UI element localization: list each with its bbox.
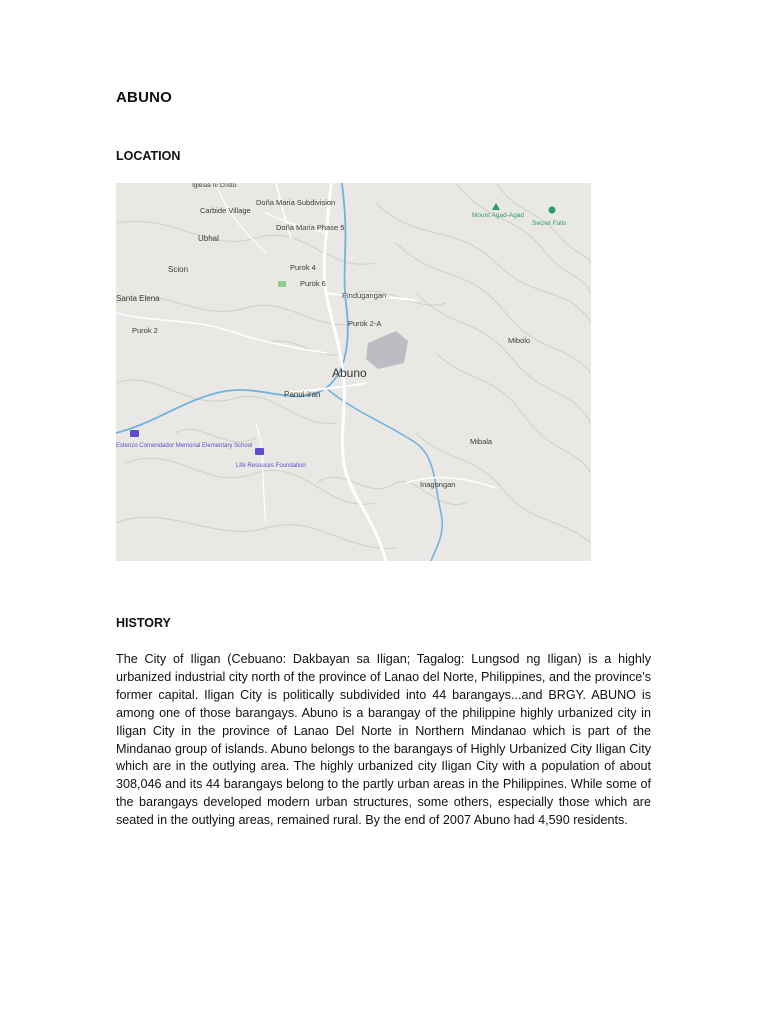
map-label-dona-maria-sub: Doña Maria Subdivision xyxy=(256,198,336,207)
map-label-mount-agad: Mount Agad-Agad xyxy=(472,212,525,219)
map-label-panui-iran: Panui-iran xyxy=(284,390,321,399)
map-label-ubhal: Ubhal xyxy=(198,234,219,243)
map-label-scion: Scion xyxy=(168,265,189,274)
history-heading: HISTORY xyxy=(116,616,171,630)
map-label-mibolo: Mibolo xyxy=(508,336,531,345)
school-icon xyxy=(130,430,139,437)
park-mark xyxy=(278,281,286,287)
map-label-life-resources: Life Resouces Foundation xyxy=(236,463,306,469)
map-label-abuno: Abuno xyxy=(332,366,367,380)
map-label-dona-maria-phase5: Doña Maria Phase 5 xyxy=(276,223,345,232)
map-label-iglesia: Iglesia ni Cristo xyxy=(192,183,237,189)
map-label-mibala: Mibala xyxy=(470,437,493,446)
map-label-secret-falls: Secret Falls xyxy=(532,220,567,227)
map-label-purok4: Purok 4 xyxy=(290,263,316,272)
waterfall-icon xyxy=(549,207,556,214)
page-title: ABUNO xyxy=(116,89,172,106)
map-label-carbide-village: Carbide Village xyxy=(200,206,251,215)
map-label-santa-elena: Santa Elena xyxy=(116,294,160,303)
foundation-icon xyxy=(255,448,264,455)
map-label-purok2a: Purok 2-A xyxy=(348,319,382,328)
history-paragraph: The City of Iligan (Cebuano: Dakbayan sa Iligan; Tagalog: Lungsod ng Iligan) is a highly urbanized industrial city north of the province of Lanao del Norte, Philippines, and the province's former capital. Iligan City is politically subdivided into 44 barangays...and BRGY. ABUNO is among one of those barangays. Abuno is a barangay of the philippine highly urbanized city in Iligan City in the province of Lanao Del Norte in Northern Mindanao which is part of the Mindanao group of islands. Abuno belongs to the barangays of Highly Urbanized City Iligan City which are in the outlying area. The highly urbanized city Iligan City with a population of about 308,046 and its 44 barangays belong to the partly urban areas in the Philippines. While some of the barangays developed modern urban structures, some others, especially those which are seated in the outlying areas, remained rural. By the end of 2007 Abuno had 4,590 residents. xyxy=(116,652,651,828)
map-label-pindugangan: Pindugangan xyxy=(342,291,387,300)
map-label-estenzo-school: Estenzo Comendador Memorial Elementary School xyxy=(116,443,253,449)
map-label-purok2: Purok 2 xyxy=(132,326,158,335)
map-label-inagongan: Inagongan xyxy=(420,480,456,489)
map-svg xyxy=(116,183,591,561)
location-map xyxy=(116,183,591,561)
map-label-purok6: Purok 6 xyxy=(300,279,326,288)
location-heading: LOCATION xyxy=(116,149,181,163)
